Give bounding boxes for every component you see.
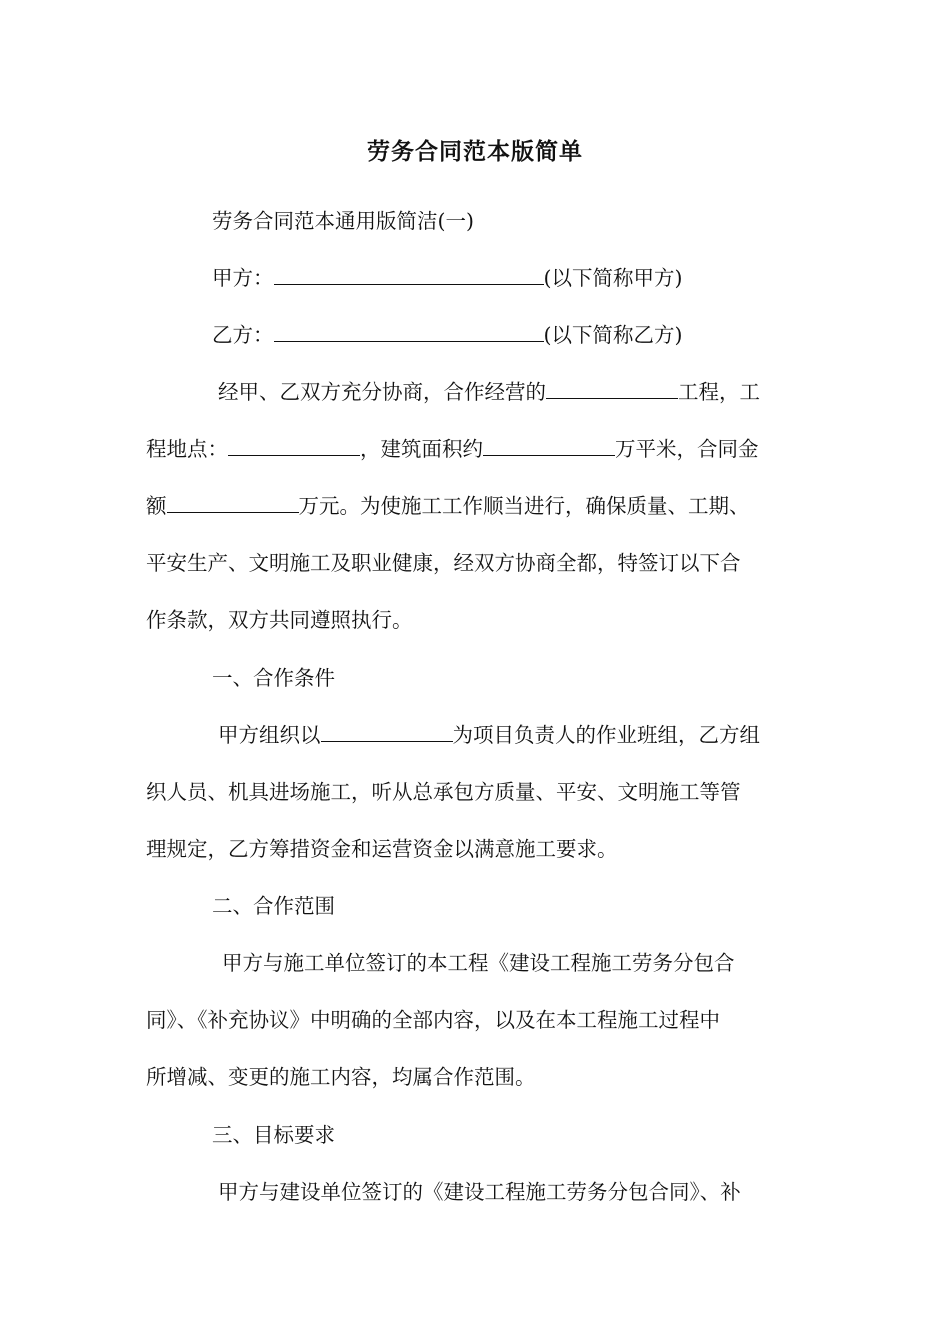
para2-text: 甲方组织以 (218, 723, 321, 747)
party-b-label: 乙方： (212, 323, 274, 347)
para3-line3: 所增减、变更的施工内容，均属合作范围。 (146, 1065, 536, 1089)
para1-text: 额 (146, 494, 167, 518)
document-subtitle: 劳务合同范本通用版简洁(一) (212, 209, 474, 233)
building-area-blank (483, 433, 615, 456)
para1-line2 (146, 431, 806, 467)
para1-text: 工程，工 (678, 380, 760, 404)
party-b-line (212, 317, 872, 353)
para2-text: 为项目负责人的作业班组，乙方组 (452, 723, 760, 747)
para3-line2: 同》、《补充协议》中明确的全部内容，以及在本工程施工过程中 (146, 1008, 720, 1032)
para1-text: 程地点： (146, 437, 228, 461)
section2-heading: 二、合作范围 (212, 894, 335, 918)
party-a-line (212, 260, 872, 296)
para1-text: 经甲、乙双方充分协商，合作经营的 (218, 380, 546, 404)
para1-line1 (218, 374, 878, 410)
para1-text: ，建筑面积约 (360, 437, 483, 461)
project-location-blank (228, 433, 360, 456)
para2-line1 (218, 717, 878, 753)
para1-line3 (146, 488, 806, 524)
para1-line5: 作条款，双方共同遵照执行。 (146, 608, 413, 632)
project-leader-blank (321, 719, 453, 742)
section3-heading: 三、目标要求 (212, 1123, 335, 1147)
party-b-blank (274, 319, 544, 342)
project-name-blank (546, 376, 678, 399)
document-title: 劳务合同范本版简单 (367, 138, 583, 165)
para1-line4: 平安生产、文明施工及职业健康，经双方协商全都，特签订以下合 (146, 551, 741, 575)
party-a-blank (274, 262, 544, 285)
para3-line1: 甲方与施工单位签订的本工程《建设工程施工劳务分包合 (222, 951, 735, 975)
para2-line2: 织人员、机具进场施工，听从总承包方质量、平安、文明施工等管 (146, 780, 741, 804)
para4-line1: 甲方与建设单位签订的《建设工程施工劳务分包合同》、补 (218, 1180, 741, 1204)
party-b-suffix: (以下简称乙方) (543, 323, 683, 347)
para1-text: 万元。为使施工工作顺当进行，确保质量、工期、 (298, 494, 750, 518)
para1-text: 万平米，合同金 (615, 437, 759, 461)
contract-amount-blank (167, 490, 299, 513)
party-a-suffix: (以下简称甲方) (543, 266, 683, 290)
section1-heading: 一、合作条件 (212, 666, 335, 690)
party-a-label: 甲方： (212, 266, 274, 290)
para2-line3: 理规定，乙方筹措资金和运营资金以满意施工要求。 (146, 837, 618, 861)
